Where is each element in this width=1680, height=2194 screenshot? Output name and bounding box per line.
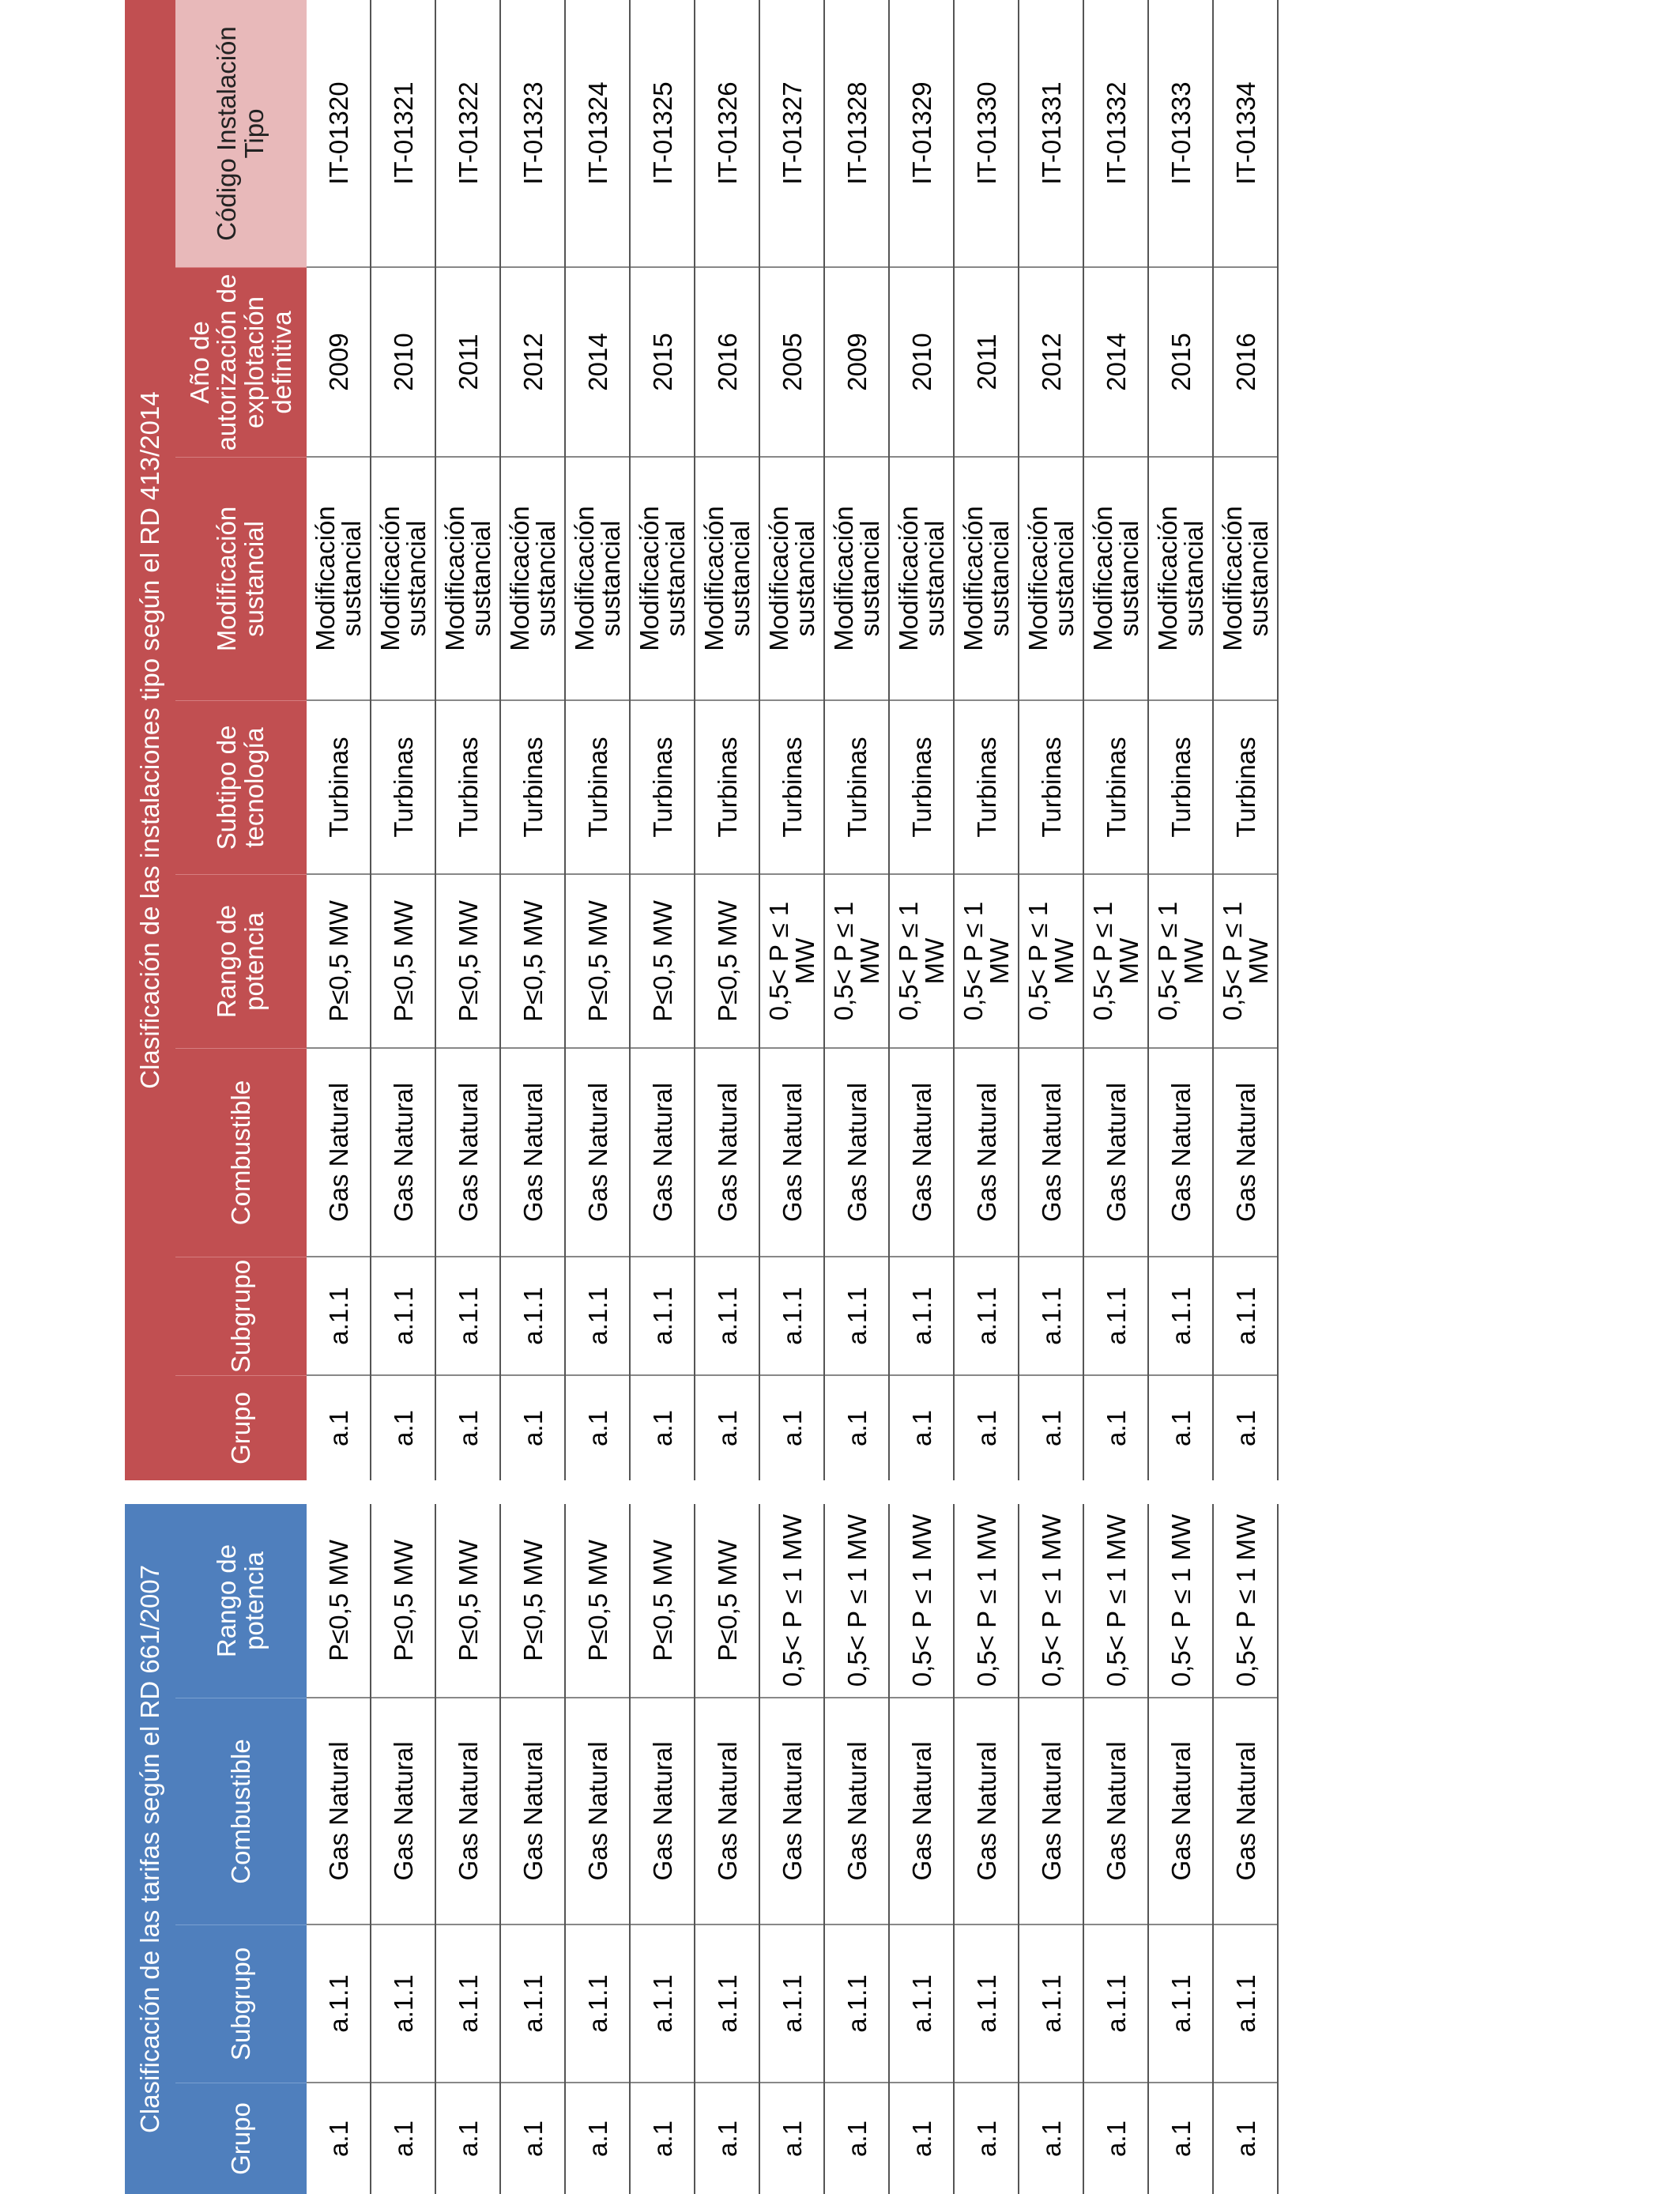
rd661-cell-combustible: Gas Natural [825,1698,888,1925]
rd413-cell-subgrupo: a.1.1 [1149,1257,1212,1376]
rd413-cell-grupo: a.1 [712,1410,742,1446]
rd413-cell-codigo-instalacion-tipo: IT-01325 [631,0,694,268]
rd661-title: Clasificación de las tarifas según el RD 661/2007 [125,1504,175,2194]
rd661-cell-subgrupo: a.1.1 [890,1925,953,2083]
rd413-cell-subtipo-de-tecnologia: Turbinas [371,701,435,875]
rd413-header-combustible: Combustible [175,1049,307,1257]
rd661-cell-grupo: a.1 [582,2120,612,2157]
rd413-cell-subtipo-de-tecnologia: Turbinas [955,701,1018,875]
rd413-cell-combustible: Gas Natural [1019,1049,1083,1257]
table-row [1214,0,1279,1480]
rd661-header-row [175,1504,307,2194]
rd413-cell-subtipo-de-tecnologia: Turbinas [1214,701,1277,875]
rd661-cell-rango-de-potencia: P≤0,5 MW [695,1504,759,1698]
rd413-cell-codigo-instalacion-tipo: IT-01331 [1019,0,1083,268]
rd661-cell-rango-de-potencia: 0,5< P ≤ 1 MW [955,1504,1018,1698]
rd661-cell-grupo: a.1 [842,2120,872,2157]
rd413-cell-modificacion-sustancial: Modificación sustancial [1084,458,1147,701]
rd661-cell-grupo: a.1 [647,2120,677,2157]
rd413-cell-rango-de-potencia: P≤0,5 MW [631,875,694,1049]
rd413-cell-combustible: Gas Natural [436,1049,499,1257]
rd413-cell-ano-de-autorizacion-de-explotacion-definitiva: 2012 [1019,268,1083,458]
rd413-header-ano-de-autorizacion-de-explotacion-definitiva: Año de autorización de explotación definitiva [175,268,307,458]
rd413-cell-combustible: Gas Natural [695,1049,759,1257]
rd413-cell-rango-de-potencia: P≤0,5 MW [566,875,629,1049]
rd413-cell-grupo: a.1 [453,1410,483,1446]
rd661-cell-combustible: Gas Natural [760,1698,823,1925]
rd413-cell-subtipo-de-tecnologia: Turbinas [760,701,823,875]
rd661-cell-combustible: Gas Natural [1019,1698,1083,1925]
rd413-cell-subgrupo: a.1.1 [501,1257,564,1376]
rd413-cell-subgrupo: a.1.1 [955,1257,1018,1376]
rd413-cell-ano-de-autorizacion-de-explotacion-definitiva: 2015 [1149,268,1212,458]
rd413-cell-subtipo-de-tecnologia: Turbinas [501,701,564,875]
rd413-cell-codigo-instalacion-tipo: IT-01329 [890,0,953,268]
table-row [371,0,436,1480]
table-row [825,1504,890,2194]
rd661-header-subgrupo: Subgrupo [175,1925,307,2083]
rd413-cell-subgrupo: a.1.1 [631,1257,694,1376]
table-row [1149,1504,1214,2194]
rd413-cell-rango-de-potencia: 0,5< P ≤ 1 MW [1149,875,1212,1049]
rd661-cell-rango-de-potencia: 0,5< P ≤ 1 MW [890,1504,953,1698]
rd413-cell-rango-de-potencia: P≤0,5 MW [695,875,759,1049]
rd661-cell-grupo: a.1 [971,2120,1001,2157]
table-row [1084,1504,1149,2194]
rd413-cell-ano-de-autorizacion-de-explotacion-definitiva: 2014 [566,268,629,458]
table-row [631,0,695,1480]
rd413-cell-ano-de-autorizacion-de-explotacion-definitiva: 2005 [760,268,823,458]
rd413-cell-modificacion-sustancial: Modificación sustancial [631,458,694,701]
rd661-cell-grupo: a.1 [453,2120,483,2157]
rd661-cell-grupo: a.1 [1101,2120,1131,2157]
table-row [436,1504,501,2194]
rd413-cell-rango-de-potencia: P≤0,5 MW [307,875,370,1049]
rd413-header-modificacion-sustancial: Modificación sustancial [175,458,307,701]
table-row [501,1504,566,2194]
table-row [695,1504,760,2194]
table-row [307,1504,371,2194]
rd413-cell-grupo: a.1 [582,1410,612,1446]
table-row [566,0,631,1480]
rd661-cell-rango-de-potencia: 0,5< P ≤ 1 MW [825,1504,888,1698]
rd413-cell-rango-de-potencia: P≤0,5 MW [436,875,499,1049]
rd413-cell-ano-de-autorizacion-de-explotacion-definitiva: 2011 [436,268,499,458]
rd661-cell-subgrupo: a.1.1 [631,1925,694,2083]
rd661-cell-subgrupo: a.1.1 [695,1925,759,2083]
rd413-cell-modificacion-sustancial: Modificación sustancial [825,458,888,701]
table-row [955,1504,1019,2194]
rd413-cell-grupo: a.1 [1230,1410,1260,1446]
rd413-cell-combustible: Gas Natural [760,1049,823,1257]
rd661-cell-grupo: a.1 [323,2120,353,2157]
rd413-cell-grupo: a.1 [1166,1410,1196,1446]
rd661-cell-rango-de-potencia: 0,5< P ≤ 1 MW [1149,1504,1212,1698]
rd661-cell-combustible: Gas Natural [1084,1698,1147,1925]
rd413-cell-grupo: a.1 [842,1410,872,1446]
rd413-cell-modificacion-sustancial: Modificación sustancial [955,458,1018,701]
rd413-cell-codigo-instalacion-tipo: IT-01332 [1084,0,1147,268]
rd413-cell-ano-de-autorizacion-de-explotacion-definitiva: 2015 [631,268,694,458]
rd413-title: Clasificación de las instalaciones tipo según el RD 413/2014 [125,0,175,1480]
table-row [760,0,825,1480]
rd661-cell-subgrupo: a.1.1 [1019,1925,1083,2083]
rd413-cell-subgrupo: a.1.1 [566,1257,629,1376]
rd413-cell-combustible: Gas Natural [566,1049,629,1257]
rd661-cell-subgrupo: a.1.1 [371,1925,435,2083]
rd413-cell-subgrupo: a.1.1 [307,1257,370,1376]
rd413-cell-subgrupo: a.1.1 [695,1257,759,1376]
rd413-header-row [175,0,307,1480]
rd413-cell-combustible: Gas Natural [825,1049,888,1257]
rd413-cell-codigo-instalacion-tipo: IT-01334 [1214,0,1277,268]
rd413-cell-codigo-instalacion-tipo: IT-01328 [825,0,888,268]
rd413-cell-modificacion-sustancial: Modificación sustancial [1149,458,1212,701]
rd661-cell-rango-de-potencia: P≤0,5 MW [436,1504,499,1698]
rd661-cell-subgrupo: a.1.1 [1214,1925,1277,2083]
rd661-cell-subgrupo: a.1.1 [760,1925,823,2083]
rd413-cell-combustible: Gas Natural [890,1049,953,1257]
rd661-cell-grupo: a.1 [712,2120,742,2157]
table-row [436,0,501,1480]
rd661-cell-grupo: a.1 [1036,2120,1066,2157]
rd413-cell-modificacion-sustancial: Modificación sustancial [760,458,823,701]
rd413-cell-combustible: Gas Natural [955,1049,1018,1257]
rd413-cell-codigo-instalacion-tipo: IT-01330 [955,0,1018,268]
rd413-cell-grupo: a.1 [518,1410,548,1446]
rd413-cell-subgrupo: a.1.1 [1084,1257,1147,1376]
rd413-cell-rango-de-potencia: 0,5< P ≤ 1 MW [890,875,953,1049]
rd661-cell-subgrupo: a.1.1 [307,1925,370,2083]
table-row [1084,0,1149,1480]
rd413-cell-rango-de-potencia: 0,5< P ≤ 1 MW [955,875,1018,1049]
rd413-cell-modificacion-sustancial: Modificación sustancial [566,458,629,701]
rd413-cell-subgrupo: a.1.1 [1214,1257,1277,1376]
rd413-cell-rango-de-potencia: 0,5< P ≤ 1 MW [1214,875,1277,1049]
rd661-cell-subgrupo: a.1.1 [1084,1925,1147,2083]
rd413-cell-combustible: Gas Natural [371,1049,435,1257]
rd413-cell-modificacion-sustancial: Modificación sustancial [436,458,499,701]
rd413-cell-subtipo-de-tecnologia: Turbinas [1149,701,1212,875]
rd413-cell-subgrupo: a.1.1 [1019,1257,1083,1376]
rd661-cell-grupo: a.1 [388,2120,418,2157]
rd413-cell-grupo: a.1 [1101,1410,1131,1446]
rd661-cell-subgrupo: a.1.1 [825,1925,888,2083]
rd413-header-grupo: Grupo [175,1376,307,1480]
rd413-cell-modificacion-sustancial: Modificación sustancial [1214,458,1277,701]
rd413-cell-ano-de-autorizacion-de-explotacion-definitiva: 2014 [1084,268,1147,458]
rd661-cell-rango-de-potencia: 0,5< P ≤ 1 MW [1019,1504,1083,1698]
rd413-cell-codigo-instalacion-tipo: IT-01320 [307,0,370,268]
rd413-cell-rango-de-potencia: P≤0,5 MW [501,875,564,1049]
rd661-cell-combustible: Gas Natural [955,1698,1018,1925]
rd661-cell-subgrupo: a.1.1 [1149,1925,1212,2083]
rd661-cell-combustible: Gas Natural [501,1698,564,1925]
rd661-header-combustible: Combustible [175,1698,307,1925]
rd661-cell-rango-de-potencia: 0,5< P ≤ 1 MW [1214,1504,1277,1698]
rd413-cell-grupo: a.1 [323,1410,353,1446]
rd413-cell-codigo-instalacion-tipo: IT-01333 [1149,0,1212,268]
rd413-cell-codigo-instalacion-tipo: IT-01323 [501,0,564,268]
rd661-cell-combustible: Gas Natural [695,1698,759,1925]
rd413-header-subtipo-de-tecnologia: Subtipo de tecnología [175,701,307,875]
rd661-cell-rango-de-potencia: P≤0,5 MW [501,1504,564,1698]
table-row [1149,0,1214,1480]
rd413-cell-combustible: Gas Natural [1149,1049,1212,1257]
rd413-cell-combustible: Gas Natural [1214,1049,1277,1257]
rd413-cell-codigo-instalacion-tipo: IT-01324 [566,0,629,268]
rd661-cell-combustible: Gas Natural [631,1698,694,1925]
rd413-cell-ano-de-autorizacion-de-explotacion-definitiva: 2016 [1214,268,1277,458]
rd413-cell-rango-de-potencia: 0,5< P ≤ 1 MW [1019,875,1083,1049]
rd661-cell-combustible: Gas Natural [307,1698,370,1925]
rd661-header-grupo: Grupo [175,2083,307,2194]
rd413-cell-codigo-instalacion-tipo: IT-01321 [371,0,435,268]
rd661-cell-combustible: Gas Natural [436,1698,499,1925]
rd413-cell-subtipo-de-tecnologia: Turbinas [1084,701,1147,875]
rd661-cell-grupo: a.1 [777,2120,807,2157]
rd413-cell-grupo: a.1 [1036,1410,1066,1446]
rd413-cell-subtipo-de-tecnologia: Turbinas [695,701,759,875]
table-row [955,0,1019,1480]
rd413-cell-subgrupo: a.1.1 [436,1257,499,1376]
rd413-cell-rango-de-potencia: 0,5< P ≤ 1 MW [760,875,823,1049]
rd661-cell-rango-de-potencia: P≤0,5 MW [631,1504,694,1698]
rd413-cell-ano-de-autorizacion-de-explotacion-definitiva: 2009 [825,268,888,458]
table-row [695,0,760,1480]
rd413-header-subgrupo: Subgrupo [175,1257,307,1376]
table-row [631,1504,695,2194]
rd413-cell-grupo: a.1 [971,1410,1001,1446]
rd413-cell-subtipo-de-tecnologia: Turbinas [436,701,499,875]
rd413-cell-subtipo-de-tecnologia: Turbinas [307,701,370,875]
rd413-cell-modificacion-sustancial: Modificación sustancial [501,458,564,701]
rd661-cell-rango-de-potencia: P≤0,5 MW [307,1504,370,1698]
rd413-cell-subtipo-de-tecnologia: Turbinas [631,701,694,875]
rd413-cell-ano-de-autorizacion-de-explotacion-definitiva: 2010 [371,268,435,458]
rd413-cell-grupo: a.1 [906,1410,936,1446]
rd413-cell-modificacion-sustancial: Modificación sustancial [371,458,435,701]
table-row [1019,1504,1084,2194]
table-row [890,1504,955,2194]
rd661-cell-combustible: Gas Natural [566,1698,629,1925]
rd661-cell-grupo: a.1 [1166,2120,1196,2157]
rd413-cell-subtipo-de-tecnologia: Turbinas [825,701,888,875]
table-row [371,1504,436,2194]
rd413-cell-combustible: Gas Natural [307,1049,370,1257]
rd661-cell-combustible: Gas Natural [371,1698,435,1925]
rd661-cell-rango-de-potencia: 0,5< P ≤ 1 MW [1084,1504,1147,1698]
rd413-cell-modificacion-sustancial: Modificación sustancial [307,458,370,701]
rd413-cell-modificacion-sustancial: Modificación sustancial [1019,458,1083,701]
table-row [566,1504,631,2194]
rd661-cell-grupo: a.1 [1230,2120,1260,2157]
rd413-cell-subgrupo: a.1.1 [890,1257,953,1376]
rd413-header-rango-de-potencia: Rango de potencia [175,875,307,1049]
rd661-cell-rango-de-potencia: P≤0,5 MW [566,1504,629,1698]
rd413-cell-grupo: a.1 [388,1410,418,1446]
table-row [1019,0,1084,1480]
table-row [307,0,371,1480]
rd661-cell-combustible: Gas Natural [1149,1698,1212,1925]
rd661-header-rango-de-potencia: Rango de potencia [175,1504,307,1698]
rd413-cell-rango-de-potencia: 0,5< P ≤ 1 MW [825,875,888,1049]
rd661-cell-combustible: Gas Natural [890,1698,953,1925]
rd413-cell-subgrupo: a.1.1 [760,1257,823,1376]
table-row [825,0,890,1480]
rd661-cell-subgrupo: a.1.1 [566,1925,629,2083]
rd661-cell-grupo: a.1 [906,2120,936,2157]
rd661-cell-subgrupo: a.1.1 [955,1925,1018,2083]
rd413-cell-subtipo-de-tecnologia: Turbinas [890,701,953,875]
rd413-cell-codigo-instalacion-tipo: IT-01322 [436,0,499,268]
table-row [890,0,955,1480]
rd413-cell-ano-de-autorizacion-de-explotacion-definitiva: 2009 [307,268,370,458]
rd413-cell-grupo: a.1 [777,1410,807,1446]
rd413-cell-modificacion-sustancial: Modificación sustancial [890,458,953,701]
rd661-cell-subgrupo: a.1.1 [501,1925,564,2083]
rd661-cell-rango-de-potencia: 0,5< P ≤ 1 MW [760,1504,823,1698]
rd413-rows [307,0,1279,1480]
rd413-cell-rango-de-potencia: P≤0,5 MW [371,875,435,1049]
rd413-cell-ano-de-autorizacion-de-explotacion-definitiva: 2016 [695,268,759,458]
rd413-cell-combustible: Gas Natural [1084,1049,1147,1257]
rd413-cell-ano-de-autorizacion-de-explotacion-definitiva: 2010 [890,268,953,458]
rd661-cell-combustible: Gas Natural [1214,1698,1277,1925]
rd413-cell-subgrupo: a.1.1 [825,1257,888,1376]
rd413-cell-rango-de-potencia: 0,5< P ≤ 1 MW [1084,875,1147,1049]
rd413-cell-subgrupo: a.1.1 [371,1257,435,1376]
table-row [501,0,566,1480]
rd413-cell-ano-de-autorizacion-de-explotacion-definitiva: 2012 [501,268,564,458]
table-row [1214,1504,1279,2194]
rd413-cell-ano-de-autorizacion-de-explotacion-definitiva: 2011 [955,268,1018,458]
rd661-cell-subgrupo: a.1.1 [436,1925,499,2083]
rd661-rows [307,1504,1279,2194]
rd413-cell-combustible: Gas Natural [501,1049,564,1257]
table-row [760,1504,825,2194]
rd413-cell-grupo: a.1 [647,1410,677,1446]
rd661-cell-grupo: a.1 [518,2120,548,2157]
rd413-cell-subtipo-de-tecnologia: Turbinas [566,701,629,875]
rd413-cell-modificacion-sustancial: Modificación sustancial [695,458,759,701]
rd413-cell-subtipo-de-tecnologia: Turbinas [1019,701,1083,875]
rd661-cell-rango-de-potencia: P≤0,5 MW [371,1504,435,1698]
rd413-cell-combustible: Gas Natural [631,1049,694,1257]
rd413-cell-codigo-instalacion-tipo: IT-01327 [760,0,823,268]
rd413-cell-codigo-instalacion-tipo: IT-01326 [695,0,759,268]
rd413-header-codigo-instalacion-tipo: Código Instalación Tipo [175,0,307,268]
